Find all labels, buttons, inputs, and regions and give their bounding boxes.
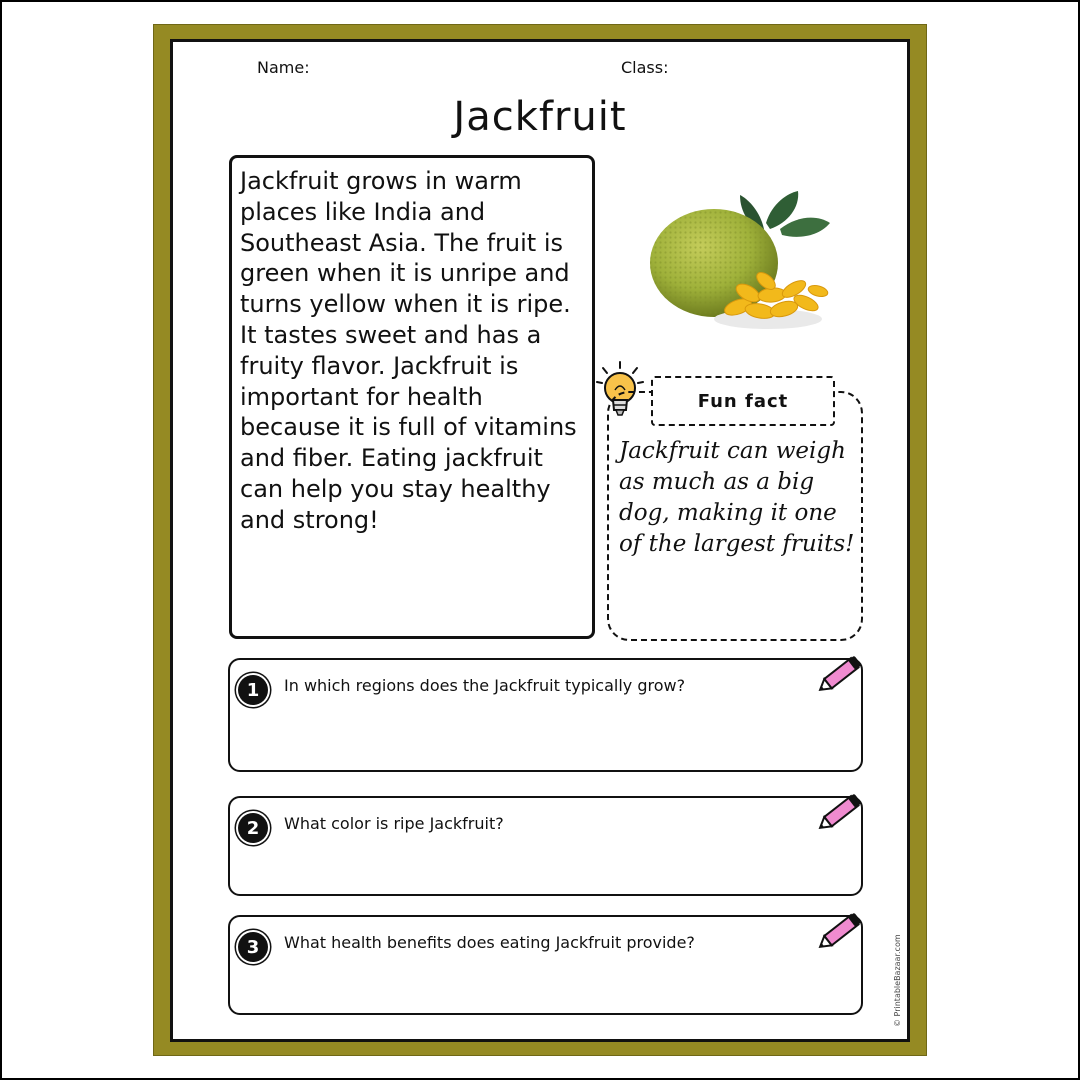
question-box-1[interactable] — [228, 658, 863, 772]
question-box-3[interactable] — [228, 915, 863, 1015]
question-number-1: 1 — [238, 675, 268, 705]
name-label: Name: — [257, 58, 310, 77]
pencil-icon — [815, 650, 869, 698]
pencil-icon — [815, 788, 869, 836]
question-box-2[interactable] — [228, 796, 863, 896]
jackfruit-image — [648, 185, 838, 335]
story-text: Jackfruit grows in warm places like India and Southeast Asia. The fruit is green when it is unripe and turns yellow when it is ripe. It tastes sweet and has a fruity flavor. Jackfruit is important for health because it is full of vitamins and fiber. Eating jackfruit can help you stay healthy and strong! — [229, 155, 595, 639]
question-number-2: 2 — [238, 813, 268, 843]
credit-text: © PrintableBazaar.com — [893, 934, 902, 1027]
class-label: Class: — [621, 58, 669, 77]
question-number-3: 3 — [238, 932, 268, 962]
page-title: Jackfruit — [453, 94, 627, 140]
question-text-2: What color is ripe Jackfruit? — [284, 814, 504, 833]
pencil-icon — [815, 907, 869, 955]
question-text-3: What health benefits does eating Jackfruit provide? — [284, 933, 695, 952]
worksheet-page — [170, 39, 910, 1042]
fun-fact-text: Jackfruit can weigh as much as a big dog, making it one of the largest fruits! — [619, 438, 855, 557]
question-text-1: In which regions does the Jackfruit typically grow? — [284, 676, 686, 695]
fun-fact-label: Fun fact — [651, 376, 835, 426]
